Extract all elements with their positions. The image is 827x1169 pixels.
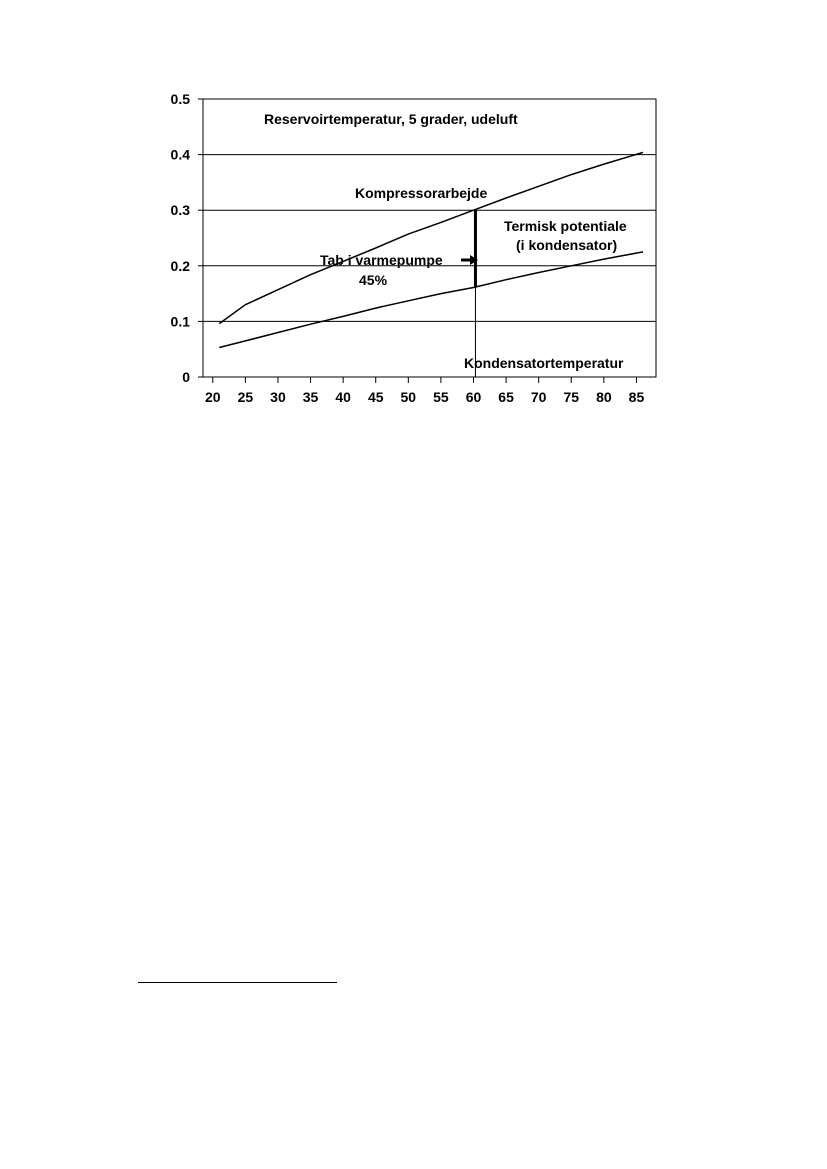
annotation-lower-curve-line1: Termisk potentiale — [504, 218, 627, 234]
x-tick-label-3: 35 — [302, 389, 319, 405]
x-tick-label-6: 50 — [400, 389, 417, 405]
x-tick-label-7: 55 — [433, 389, 449, 405]
annotation-loss-line1: Tab i varmepumpe — [320, 252, 443, 268]
x-tick-label-12: 80 — [596, 389, 612, 405]
x-tick-label-9: 65 — [498, 389, 514, 405]
x-tick-label-10: 70 — [530, 389, 547, 405]
y-tick-label-0: 0 — [182, 369, 190, 385]
footnote-rule — [138, 982, 337, 983]
x-tick-label-4: 40 — [335, 389, 351, 405]
y-tick-label-2: 0.2 — [170, 257, 190, 274]
y-tick-label-3: 0.3 — [170, 202, 190, 219]
x-tick-label-11: 75 — [563, 389, 580, 405]
y-tick-label-1: 0.1 — [170, 313, 190, 330]
y-axis — [171, 91, 203, 385]
annotation-lower-curve-line2: (i kondensator) — [516, 237, 618, 253]
x-tick-label-0: 20 — [204, 389, 221, 405]
x-tick-label-5: 45 — [367, 389, 384, 405]
y-tick-label-4: 0.4 — [170, 146, 190, 163]
annotation-loss-line2: 45% — [359, 272, 388, 288]
x-tick-label-1: 25 — [237, 389, 254, 405]
annotations — [264, 111, 627, 371]
annotation-x-axis-label: Kondensatortemperatur — [464, 355, 624, 371]
x-axis — [205, 377, 644, 405]
annotation-title: Reservoirtemperatur, 5 grader, udeluft — [264, 111, 518, 127]
x-tick-label-2: 30 — [270, 389, 286, 405]
x-tick-label-8: 60 — [465, 389, 482, 405]
y-tick-label-5: 0.5 — [170, 91, 190, 107]
x-tick-label-13: 85 — [628, 389, 645, 405]
annotation-upper-curve: Kompressorarbejde — [355, 185, 488, 201]
